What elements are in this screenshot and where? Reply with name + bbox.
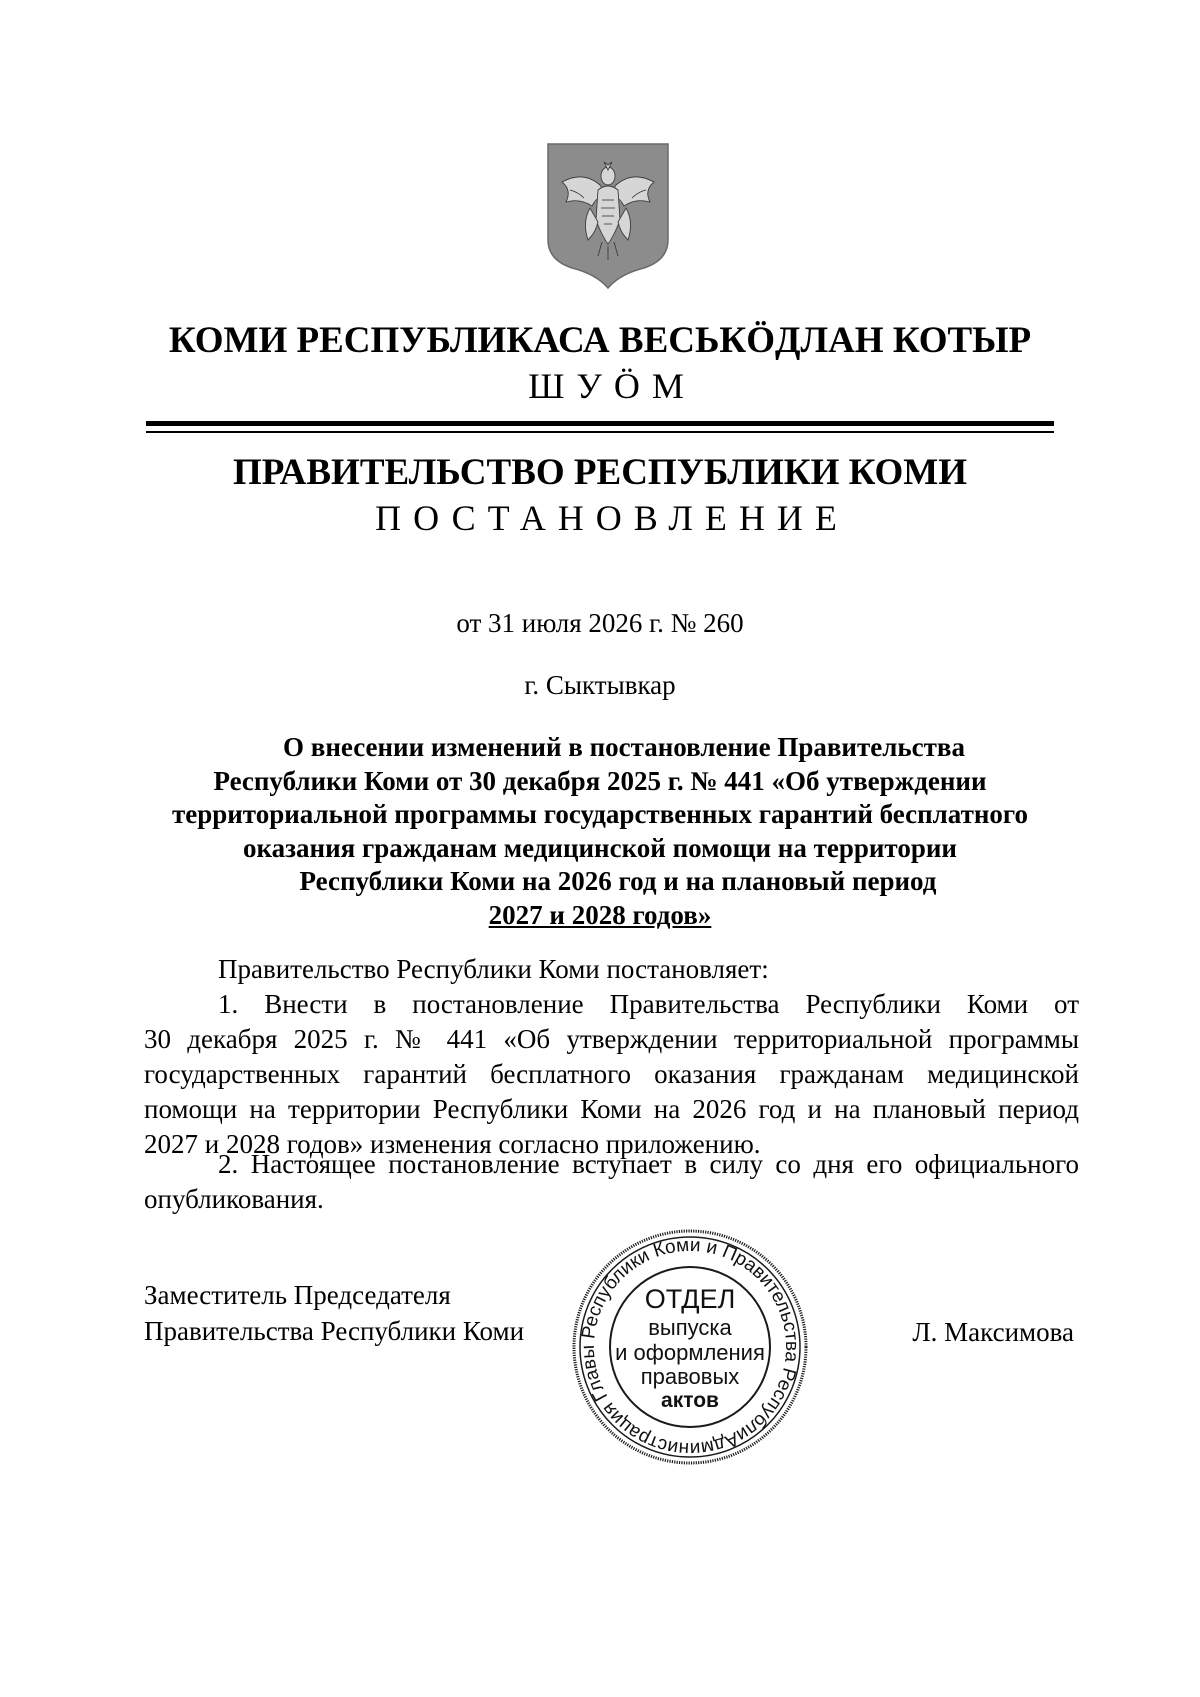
signatory-position-line: Заместитель Председателя bbox=[144, 1280, 451, 1310]
paragraph-line: 30 декабря 2025 г. № 441 «Об утверждении территориальной программы bbox=[144, 1024, 1079, 1054]
paragraph-line: 2027 и 2028 годов» изменения согласно приложению. bbox=[144, 1129, 761, 1159]
stamp-ring-text: Администрация Главы Республики Коми и Правительства Республики bbox=[577, 1234, 803, 1460]
subject-line: О внесении изменений в постановление Правительства bbox=[283, 732, 965, 762]
header-divider-thick bbox=[146, 421, 1054, 426]
stamp-center-line: актов bbox=[661, 1389, 719, 1412]
subject-line-underlined: 2027 и 2028 годов» bbox=[488, 899, 712, 930]
header-divider-thin bbox=[146, 431, 1054, 433]
stamp-center-line: и оформления bbox=[615, 1340, 765, 1365]
subject-line: территориальной программы государственных гарантий бесплатного bbox=[171, 799, 1029, 829]
paragraph-line: 2. Настоящее постановление вступает в силу со дня его официального bbox=[218, 1149, 1079, 1179]
subject-line: Республики Коми на 2026 год и на плановый период bbox=[299, 866, 937, 896]
preamble: Правительство Республики Коми постановляет: bbox=[218, 954, 769, 984]
stamp-center-line: правовых bbox=[640, 1364, 740, 1389]
stamp-center-line: ОТДЕЛ bbox=[644, 1284, 736, 1314]
komi-document-type: ШУӦМ bbox=[528, 366, 696, 406]
subject-line: Республики Коми от 30 декабря 2025 г. № 441 «Об утверждении bbox=[213, 765, 987, 796]
subject-line: оказания гражданам медицинской помощи на территории bbox=[243, 832, 957, 863]
document-date-number: от 31 июля 2026 г. № 260 bbox=[456, 608, 744, 638]
signatory-position-line: Правительства Республики Коми bbox=[144, 1316, 525, 1346]
signatory-position bbox=[144, 1277, 524, 1349]
document-subject bbox=[140, 731, 1060, 932]
document-city: г. Сыктывкар bbox=[524, 670, 676, 700]
item-1-paragraph bbox=[144, 987, 1079, 1162]
komi-government-title: КОМИ РЕСПУБЛИКАСА ВЕСЬКӦДЛАН КОТЫР bbox=[168, 320, 1032, 361]
document-type: ПОСТАНОВЛЕНИЕ bbox=[375, 498, 849, 538]
government-title: ПРАВИТЕЛЬСТВО РЕСПУБЛИКИ КОМИ bbox=[233, 452, 967, 493]
komi-coat-of-arms-icon bbox=[544, 140, 672, 290]
item-2-paragraph bbox=[144, 1147, 1079, 1217]
official-stamp-icon bbox=[565, 1222, 815, 1472]
paragraph-line: 1. Внести в постановление Правительства Республики Коми от bbox=[218, 989, 1079, 1019]
paragraph-line: опубликования. bbox=[144, 1184, 324, 1214]
paragraph-line: государственных гарантий бесплатного оказания гражданам медицинской bbox=[144, 1059, 1079, 1089]
stamp-center-line: выпуска bbox=[648, 1315, 732, 1340]
signatory-name: Л. Максимова bbox=[912, 1317, 1074, 1347]
paragraph-line: помощи на территории Республики Коми на 2026 год и на плановый период bbox=[144, 1094, 1079, 1124]
